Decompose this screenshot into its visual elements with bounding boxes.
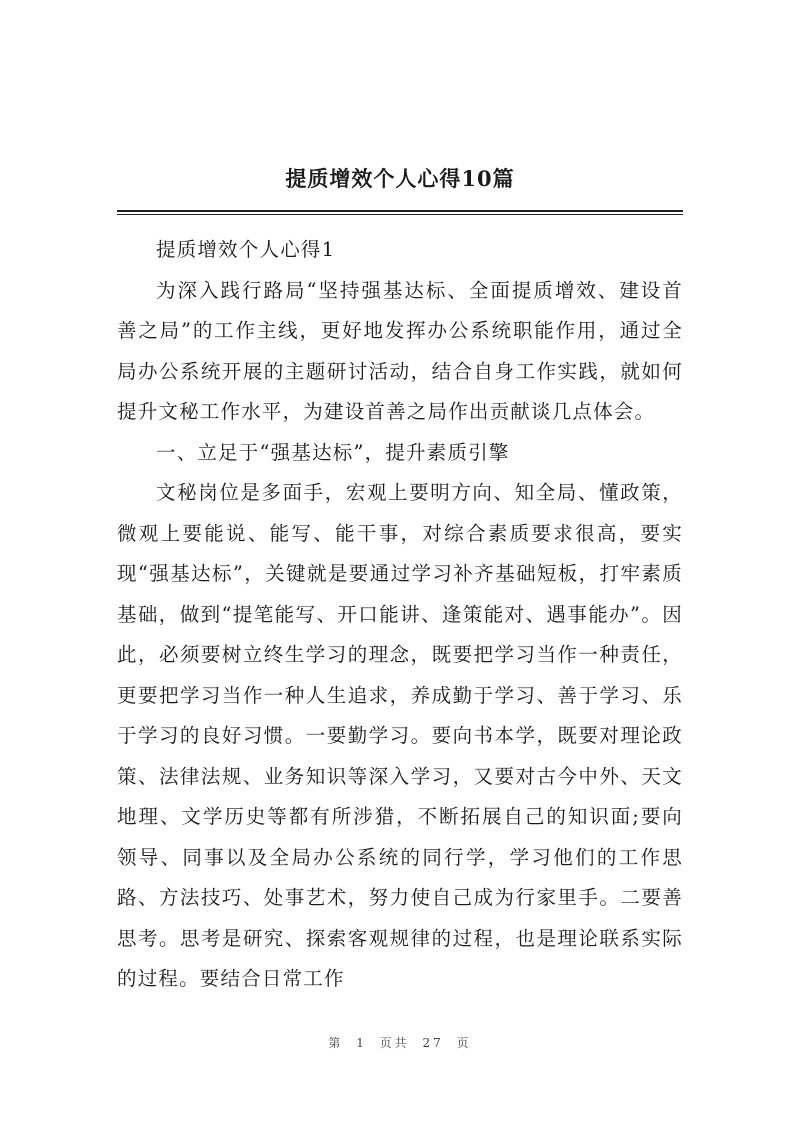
section-heading: 提质增效个人心得1: [156, 238, 336, 261]
body-paragraph: 为深入践行路局“坚持强基达标、全面提质增效、建设首善之局”的工作主线，更好地发挥办公系统职能作用，通过全局办公系统开展的主题研讨活动，结合自身工作实践，就如何提升文秘工作水平，为建设首善之局作出贡献谈几点体会。: [117, 278, 683, 423]
title-divider-thin: [117, 214, 683, 215]
subsection-heading: 一、立足于“强基达标”，提升素质引擎: [156, 440, 510, 464]
document-body: [117, 230, 683, 1000]
document-title: 提质增效个人心得10篇: [285, 166, 515, 191]
title-divider-thick: [117, 210, 683, 212]
page-footer: 第 1 页共 27 页: [328, 1036, 472, 1050]
body-paragraph: 文秘岗位是多面手，宏观上要明方向、知全局、懂政策，微观上要能说、能写、能干事，对综合素质要求很高，要实现“强基达标”，关键就是要通过学习补齐基础短板，打牢素质基础，做到“提笔能写、开口能讲、逢策能对、遇事能办”。因此，必须要树立终生学习的理念，既要把学习当作一种责任，更要把学习当作一种人生追求，养成勤于学习、善于学习、乐于学习的良好习惯。一要勤学习。要向书本学，既要对理论政策、法律法规、业务知识等深入学习，又要对古今中外、天文地理、文学历史等都有所涉猎，不断拓展自己的知识面;要向领导、同事以及全局办公系统的同行学，学习他们的工作思路、方法技巧、处事艺术，努力使自己成为行家里手。二要善思考。思考是研究、探索客观规律的过程，也是理论联系实际的过程。要结合日常工作: [117, 481, 683, 990]
